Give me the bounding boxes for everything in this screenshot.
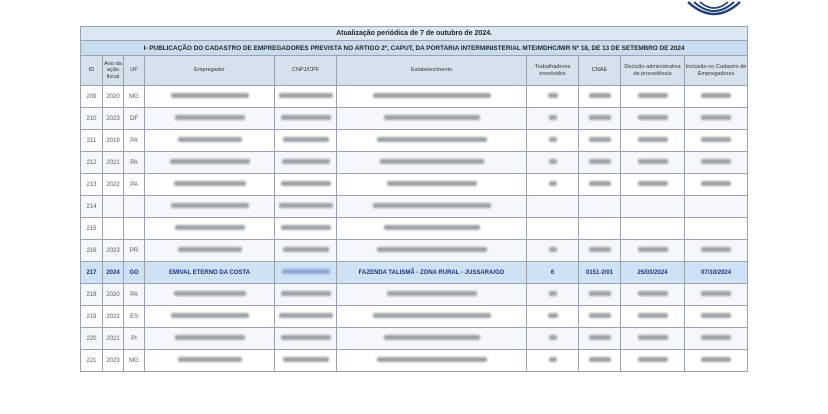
redacted-text xyxy=(701,247,731,252)
table-row xyxy=(81,218,748,240)
cell-cnae xyxy=(579,130,621,152)
cell-estabelecimento xyxy=(337,108,527,130)
redacted-text xyxy=(589,313,611,318)
document-subtitle-row xyxy=(81,41,748,56)
redacted-text xyxy=(282,159,330,164)
cell-ano: 2024 xyxy=(103,262,124,284)
redacted-text xyxy=(589,291,611,296)
table-row xyxy=(81,262,748,284)
cell-decisao xyxy=(621,196,685,218)
cell-trabalhadores xyxy=(527,328,579,350)
cell-id: 221 xyxy=(81,350,103,372)
cell-inclusao xyxy=(685,130,748,152)
table-row xyxy=(81,86,748,108)
redacted-text xyxy=(377,357,487,362)
cell-estabelecimento xyxy=(337,196,527,218)
cell-empregador xyxy=(145,130,275,152)
cell-empregador xyxy=(145,196,275,218)
cell-uf xyxy=(124,196,145,218)
cell-decisao xyxy=(621,284,685,306)
cell-ano: 2021 xyxy=(103,152,124,174)
redacted-text xyxy=(175,335,245,340)
cell-empregador: EMIVAL ETERNO DA COSTA xyxy=(145,262,275,284)
redacted-text xyxy=(171,93,249,98)
redacted-text xyxy=(377,137,487,142)
cell-inclusao xyxy=(685,108,748,130)
cell-ano: 2020 xyxy=(103,284,124,306)
cell-cnae xyxy=(579,218,621,240)
table-row xyxy=(81,306,748,328)
cell-decisao xyxy=(621,86,685,108)
cell-uf: MG xyxy=(124,86,145,108)
col-uf: UF xyxy=(124,56,145,86)
agency-logo-icon xyxy=(684,0,744,22)
cell-cnpj xyxy=(275,174,337,196)
redacted-text xyxy=(701,357,731,362)
redacted-text xyxy=(701,137,731,142)
redacted-text xyxy=(548,93,558,98)
cell-estabelecimento xyxy=(337,152,527,174)
redacted-text xyxy=(373,93,491,98)
redacted-text xyxy=(178,137,242,142)
redacted-text xyxy=(279,203,333,208)
table-row xyxy=(81,108,748,130)
cell-inclusao xyxy=(685,196,748,218)
redacted-text xyxy=(701,291,731,296)
cell-uf: PA xyxy=(124,152,145,174)
redacted-text xyxy=(589,335,611,340)
cell-inclusao xyxy=(685,240,748,262)
redacted-text xyxy=(549,335,557,340)
cell-id: 210 xyxy=(81,108,103,130)
cell-empregador xyxy=(145,152,275,174)
redacted-text xyxy=(384,225,480,230)
redacted-text xyxy=(589,137,611,142)
table-row xyxy=(81,196,748,218)
cell-trabalhadores xyxy=(527,152,579,174)
redacted-text xyxy=(549,115,557,120)
redacted-text xyxy=(178,247,242,252)
cell-decisao xyxy=(621,174,685,196)
cell-ano: 2019 xyxy=(103,130,124,152)
redacted-text xyxy=(589,115,611,120)
cell-cnpj xyxy=(275,86,337,108)
cell-cnpj xyxy=(275,328,337,350)
cell-decisao xyxy=(621,328,685,350)
cell-ano: 2022 xyxy=(103,174,124,196)
cell-trabalhadores xyxy=(527,108,579,130)
cell-estabelecimento xyxy=(337,284,527,306)
cell-cnpj xyxy=(275,240,337,262)
cell-uf: PA xyxy=(124,284,145,306)
col-estabelecimento: Estabelecimento xyxy=(337,56,527,86)
redacted-text xyxy=(638,291,668,296)
cell-cnpj xyxy=(275,284,337,306)
cell-uf: PA xyxy=(124,174,145,196)
redacted-text xyxy=(638,159,668,164)
redacted-text xyxy=(589,181,611,186)
cell-trabalhadores xyxy=(527,284,579,306)
redacted-text xyxy=(638,137,668,142)
cell-decisao xyxy=(621,350,685,372)
col-empregador: Empregador xyxy=(145,56,275,86)
redacted-text xyxy=(638,247,668,252)
cell-ano: 2020 xyxy=(103,86,124,108)
redacted-text xyxy=(701,335,731,340)
cell-id: 212 xyxy=(81,152,103,174)
cell-empregador xyxy=(145,240,275,262)
redacted-text xyxy=(548,313,558,318)
cell-id: 215 xyxy=(81,218,103,240)
col-id: ID xyxy=(81,56,103,86)
redacted-text xyxy=(549,159,557,164)
table-header xyxy=(81,56,748,86)
redacted-text xyxy=(549,291,557,296)
cell-inclusao xyxy=(685,328,748,350)
cell-id: 218 xyxy=(81,284,103,306)
cell-trabalhadores xyxy=(527,306,579,328)
redacted-text xyxy=(279,93,333,98)
col-cnae: CNAE xyxy=(579,56,621,86)
redacted-text xyxy=(638,335,668,340)
cell-cnae xyxy=(579,196,621,218)
col-inclusao: Inclusão no Cadastro de Empregadores xyxy=(685,56,748,86)
redacted-text xyxy=(178,357,242,362)
cell-id: 211 xyxy=(81,130,103,152)
cell-estabelecimento xyxy=(337,218,527,240)
cell-estabelecimento xyxy=(337,240,527,262)
cell-decisao xyxy=(621,240,685,262)
redacted-text xyxy=(638,357,668,362)
cell-empregador xyxy=(145,306,275,328)
cell-uf: GO xyxy=(124,262,145,284)
cell-empregador xyxy=(145,174,275,196)
cell-uf: MG xyxy=(124,350,145,372)
cell-inclusao: 07/10/2024 xyxy=(685,262,748,284)
document-subtitle: I- PUBLICAÇÃO DO CADASTRO DE EMPREGADORES PREVISTA NO ARTIGO 2º, CAPUT, DA PORTARIA INTERMINISTERIAL MTE/MDHC/MIR Nº 18, DE 13 DE SETEMBRO DE 2024 xyxy=(81,41,748,56)
cell-cnae xyxy=(579,240,621,262)
redacted-text xyxy=(281,225,331,230)
redacted-text xyxy=(170,159,250,164)
redacted-text xyxy=(283,137,329,142)
redacted-text xyxy=(549,181,557,186)
cell-id: 216 xyxy=(81,240,103,262)
cell-ano: 2022 xyxy=(103,306,124,328)
redacted-text xyxy=(279,313,333,318)
cell-trabalhadores xyxy=(527,130,579,152)
cell-uf: PR xyxy=(124,240,145,262)
cell-inclusao xyxy=(685,152,748,174)
cell-trabalhadores xyxy=(527,350,579,372)
cell-trabalhadores xyxy=(527,240,579,262)
redacted-text xyxy=(589,247,611,252)
redacted-text xyxy=(638,93,668,98)
cell-inclusao xyxy=(685,174,748,196)
redacted-text xyxy=(589,159,611,164)
cell-cnae xyxy=(579,328,621,350)
table-row xyxy=(81,328,748,350)
redacted-text xyxy=(283,247,329,252)
document-title-row xyxy=(81,27,748,41)
cell-empregador xyxy=(145,108,275,130)
redacted-text xyxy=(384,115,480,120)
redacted-text xyxy=(175,225,245,230)
redacted-text xyxy=(282,269,330,274)
redacted-text xyxy=(384,335,480,340)
cell-empregador xyxy=(145,218,275,240)
cell-decisao xyxy=(621,108,685,130)
redacted-text xyxy=(283,357,329,362)
employers-register-table xyxy=(80,26,748,372)
cell-cnae xyxy=(579,86,621,108)
cell-decisao xyxy=(621,306,685,328)
cell-empregador xyxy=(145,328,275,350)
redacted-text xyxy=(549,357,557,362)
cell-decisao xyxy=(621,218,685,240)
cell-cnpj xyxy=(275,108,337,130)
cell-ano: 2021 xyxy=(103,328,124,350)
cell-cnpj xyxy=(275,262,337,284)
cell-ano xyxy=(103,218,124,240)
cell-inclusao xyxy=(685,86,748,108)
redacted-text xyxy=(387,181,477,186)
redacted-text xyxy=(281,115,331,120)
cell-decisao xyxy=(621,130,685,152)
cell-cnae xyxy=(579,350,621,372)
cell-cnae: 0151-2/01 xyxy=(579,262,621,284)
cell-id: 213 xyxy=(81,174,103,196)
cell-decisao: 25/03/2024 xyxy=(621,262,685,284)
table-row xyxy=(81,152,748,174)
table-row xyxy=(81,284,748,306)
redacted-text xyxy=(638,115,668,120)
cell-cnae xyxy=(579,108,621,130)
cell-ano: 2023 xyxy=(103,350,124,372)
cell-cnpj xyxy=(275,130,337,152)
cell-estabelecimento xyxy=(337,328,527,350)
cell-cnae xyxy=(579,284,621,306)
redacted-text xyxy=(589,93,611,98)
redacted-text xyxy=(171,313,249,318)
redacted-text xyxy=(701,159,731,164)
redacted-text xyxy=(380,159,484,164)
cell-estabelecimento xyxy=(337,306,527,328)
cell-id: 209 xyxy=(81,86,103,108)
redacted-text xyxy=(638,181,668,186)
cell-cnpj xyxy=(275,218,337,240)
cell-id: 214 xyxy=(81,196,103,218)
redacted-text xyxy=(701,313,731,318)
redacted-text xyxy=(281,291,331,296)
cell-id: 219 xyxy=(81,306,103,328)
col-trabalhadores: Trabalhadores envolvidos xyxy=(527,56,579,86)
cell-id: 217 xyxy=(81,262,103,284)
redacted-text xyxy=(701,115,731,120)
col-cnpj: CNPJ/CPF xyxy=(275,56,337,86)
cell-cnpj xyxy=(275,306,337,328)
redacted-text xyxy=(387,291,477,296)
cell-estabelecimento xyxy=(337,130,527,152)
redacted-text xyxy=(373,203,491,208)
cell-trabalhadores xyxy=(527,86,579,108)
redacted-text xyxy=(549,247,557,252)
redacted-text xyxy=(377,247,487,252)
table-body xyxy=(81,86,748,372)
redacted-text xyxy=(175,115,245,120)
redacted-text xyxy=(638,313,668,318)
col-ano: Ano da ação fiscal xyxy=(103,56,124,86)
cell-estabelecimento: FAZENDA TALISMÃ - ZONA RURAL - JUSSARA/GO xyxy=(337,262,527,284)
table-row xyxy=(81,240,748,262)
cell-cnae xyxy=(579,306,621,328)
col-decisao: Decisão administrativa de procedência xyxy=(621,56,685,86)
cell-inclusao xyxy=(685,218,748,240)
cell-cnpj xyxy=(275,196,337,218)
cell-estabelecimento xyxy=(337,350,527,372)
table-row xyxy=(81,174,748,196)
cell-empregador xyxy=(145,350,275,372)
cell-uf xyxy=(124,218,145,240)
cell-uf: PI xyxy=(124,328,145,350)
redacted-text xyxy=(174,291,246,296)
cell-id: 220 xyxy=(81,328,103,350)
cell-uf: PA xyxy=(124,130,145,152)
cell-uf: ES xyxy=(124,306,145,328)
cell-inclusao xyxy=(685,284,748,306)
cell-ano xyxy=(103,196,124,218)
cell-empregador xyxy=(145,284,275,306)
cell-inclusao xyxy=(685,350,748,372)
document-title: Atualização periódica de 7 de outubro de 2024. xyxy=(81,27,748,41)
redacted-text xyxy=(281,335,331,340)
cell-trabalhadores xyxy=(527,218,579,240)
cell-trabalhadores xyxy=(527,174,579,196)
redacted-text xyxy=(373,313,491,318)
cell-cnpj xyxy=(275,152,337,174)
cell-decisao xyxy=(621,152,685,174)
redacted-text xyxy=(174,181,246,186)
redacted-text xyxy=(281,181,331,186)
cell-ano: 2023 xyxy=(103,108,124,130)
cell-trabalhadores: 6 xyxy=(527,262,579,284)
redacted-text xyxy=(701,93,731,98)
redacted-text xyxy=(171,203,249,208)
cell-cnae xyxy=(579,174,621,196)
cell-inclusao xyxy=(685,306,748,328)
cell-cnae xyxy=(579,152,621,174)
redacted-text xyxy=(701,181,731,186)
table-row xyxy=(81,350,748,372)
cell-ano: 2023 xyxy=(103,240,124,262)
cell-cnpj xyxy=(275,350,337,372)
cell-estabelecimento xyxy=(337,86,527,108)
table-row xyxy=(81,130,748,152)
cell-estabelecimento xyxy=(337,174,527,196)
cell-uf: DF xyxy=(124,108,145,130)
redacted-text xyxy=(589,357,611,362)
cell-empregador xyxy=(145,86,275,108)
cell-trabalhadores xyxy=(527,196,579,218)
redacted-text xyxy=(549,137,557,142)
